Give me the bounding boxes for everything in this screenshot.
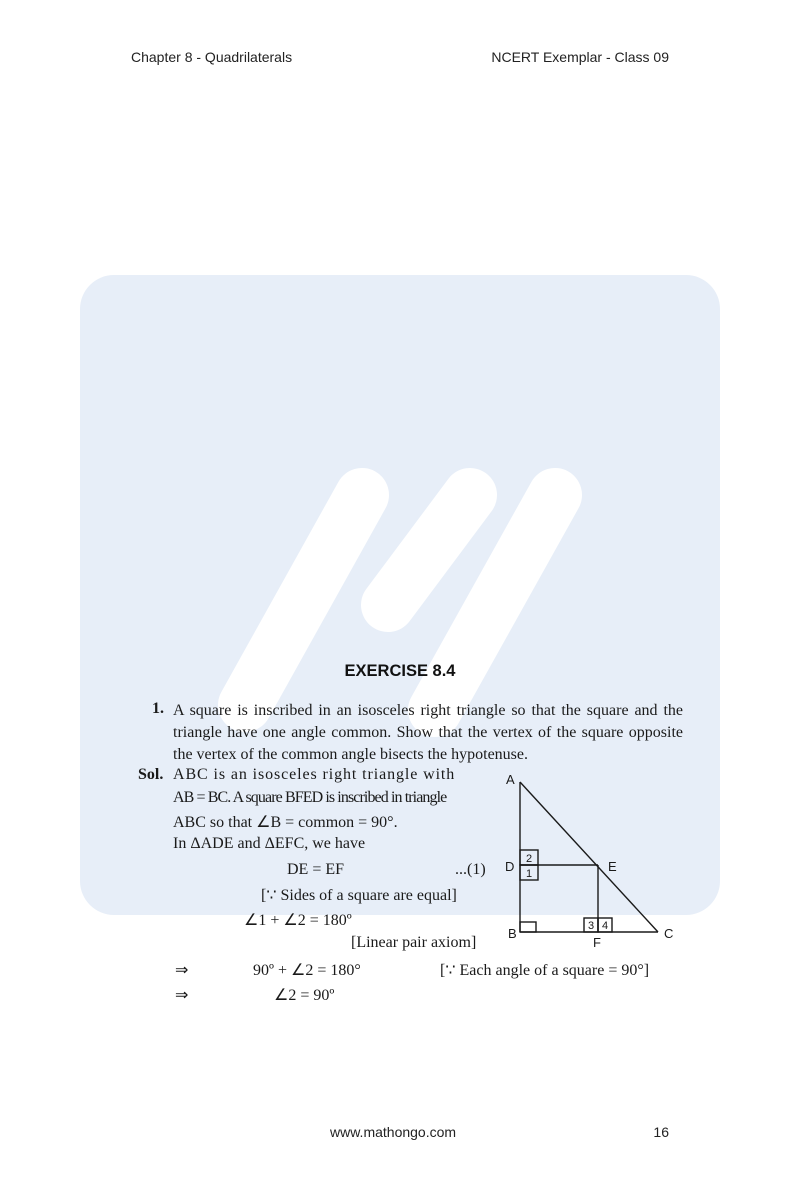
implies-symbol: ⇒ — [175, 987, 189, 1004]
label-c: C — [664, 926, 674, 941]
exercise-title: EXERCISE 8.4 — [344, 662, 456, 680]
solution-line: ∠1 + ∠2 = 180º — [244, 912, 352, 929]
solution-line: [Linear pair axiom] — [351, 934, 477, 951]
label-d: D — [505, 859, 515, 874]
page-number: 16 — [653, 1124, 669, 1140]
solution-line: In ΔADE and ΔEFC, we have — [173, 835, 366, 852]
label-a: A — [506, 772, 515, 787]
equation-tag: ...(1) — [455, 861, 486, 878]
question-text: A square is inscribed in an isosceles right triangle so that the square and the triangle have one angle common. Show that the vertex of the square opposite the vertex of the common angle bisects the hypotenuse. — [173, 702, 683, 763]
angle-label-2: 2 — [526, 853, 533, 865]
header-chapter: Chapter 8 - Quadrilaterals — [131, 49, 293, 65]
right-angle-mark-b — [520, 922, 536, 932]
angle-label-3: 3 — [588, 920, 595, 932]
label-e: E — [608, 859, 617, 874]
triangle-diagram — [500, 770, 690, 950]
implies-symbol: ⇒ — [175, 962, 189, 979]
solution-line: ABC so that ∠B = common = 90°. — [173, 814, 398, 831]
solution-line: AB = BC. A square BFED is inscribed in triangle — [173, 789, 447, 806]
solution-line: 90º + ∠2 = 180° — [253, 962, 361, 979]
footer-site[interactable]: www.mathongo.com — [330, 1124, 457, 1140]
question-number: 1. — [152, 700, 164, 717]
solution-line: [∵ Sides of a square are equal] — [261, 887, 457, 904]
label-b: B — [508, 926, 517, 941]
solution-label: Sol. — [138, 766, 164, 783]
hypotenuse-ac — [520, 782, 658, 932]
solution-line: ∠2 = 90º — [274, 987, 335, 1004]
label-f: F — [593, 935, 601, 950]
header-book: NCERT Exemplar - Class 09 — [491, 49, 669, 65]
solution-line: ABC is an isosceles right triangle with — [173, 766, 456, 783]
angle-label-4: 4 — [602, 920, 609, 932]
solution-line: [∵ Each angle of a square = 90°] — [440, 962, 650, 979]
solution-line: DE = EF — [287, 861, 345, 878]
angle-label-1: 1 — [526, 868, 533, 880]
